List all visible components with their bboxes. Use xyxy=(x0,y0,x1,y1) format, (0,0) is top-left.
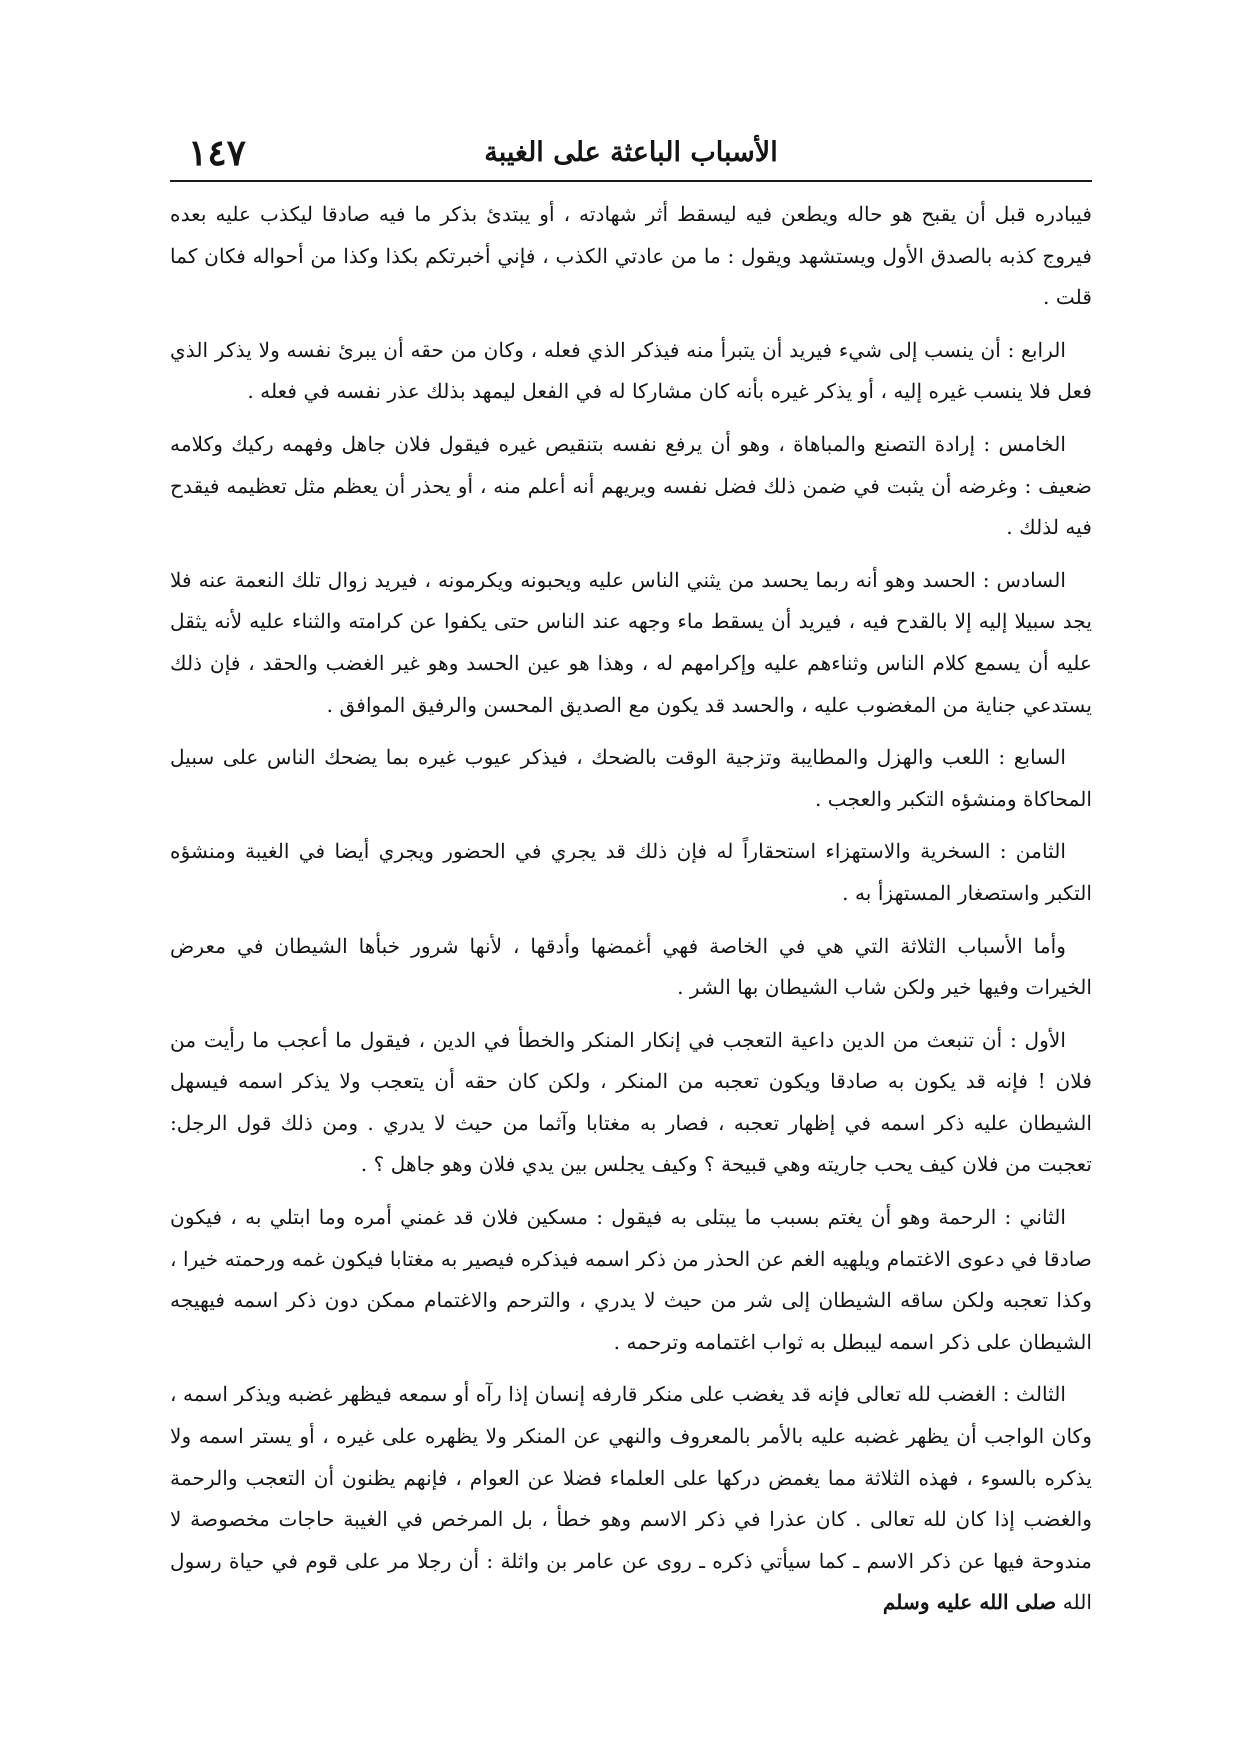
paragraph-continuation: فيبادره قبل أن يقبح هو حاله ويطعن فيه ليسقط أثر شهادته ، أو يبتدئ بذكر ما فيه صادقا ليكذب عليه بعده فيروج كذبه بالصدق الأول ويستشهد ويقول : ما من عادتي الكذب ، فإني أخبرتكم بكذا وكذا من أحواله فكان كما قلت . xyxy=(170,202,1092,310)
page-number: ١٤٧ xyxy=(188,132,247,174)
page-header xyxy=(170,128,1092,178)
book-page xyxy=(170,128,1092,1688)
paragraph-special-third-text: الثالث : الغضب لله تعالى فإنه قد يغضب على منكر قارفه إنسان إذا رآه أو سمعه فيظهر غضبه ويذكر اسمه ، وكان الواجب أن يظهر غضبه عليه بالأمر بالمعروف والنهي عن المنكر ولا يظهره على غيره ، أو يستر اسمه ولا يذكره بالسوء ، فهذه الثلاثة مما يغمض دركها على العلماء فضلا عن العوام ، فإنهم يظنون أن التعجب والرحمة والغضب إذا كان لله تعالى . كان عذرا في ذكر الاسم وهو خطأ ، بل المرخص في الغيبة حاجات مخصوصة لا مندوحة فيها عن ذكر الاسم ـ كما سيأتي ذكره ـ روى عن عامر بن واثلة : أن رجلا مر على قوم في حياة رسول الله xyxy=(170,1382,1092,1615)
paragraph-special-causes-intro: وأما الأسباب الثلاثة التي هي في الخاصة فهي أغمضها وأدقها ، لأنها شرور خبأها الشيطان في معرض الخيرات وفيها خير ولكن شاب الشيطان بها الشر . xyxy=(170,933,1092,1000)
paragraph-fifth-reason: الخامس : إرادة التصنع والمباهاة ، وهو أن يرفع نفسه بتنقيص غيره فيقول فلان جاهل وفهمه ركيك وكلامه ضعيف : وغرضه أن يثبت في ضمن ذلك فضل نفسه ويريهم أنه أعلم منه ، أو يحذر أن يعظم مثل تعظيمه فيقدح فيه لذلك . xyxy=(170,431,1092,540)
honorific-phrase: صلى الله عليه وسلم xyxy=(882,1590,1057,1615)
paragraph-seventh-reason: السابع : اللعب والهزل والمطايبة وتزجية الوقت بالضحك ، فيذكر عيوب غيره بما يضحك الناس على سبيل المحاكاة ومنشؤه التكبر والعجب . xyxy=(170,745,1092,811)
running-title: الأسباب الباعثة على الغيبة xyxy=(484,137,778,168)
paragraph-special-third xyxy=(170,1374,1092,1624)
paragraph-fourth-reason: الرابع : أن ينسب إلى شيء فيريد أن يتبرأ منه فيذكر الذي فعله ، وكان من حقه أن يبرئ نفسه ولا يذكر الذي فعل فلا ينسب غيره إليه ، أو يذكر غيره بأنه كان مشاركا له في الفعل ليمهد بذلك عذر نفسه في فعله . xyxy=(170,337,1092,404)
paragraph-eighth-reason: الثامن : السخرية والاستهزاء استحقاراً له فإن ذلك قد يجري في الحضور ويجري أيضا في الغيبة ومنشؤه التكبر واستصغار المستهزأ به . xyxy=(170,839,1092,905)
header-divider xyxy=(170,180,1092,182)
paragraph-special-second: الثاني : الرحمة وهو أن يغتم بسبب ما يبتلى به فيقول : مسكين فلان قد غمني أمره وما ابتلي به ، فيكون صادقا في دعوى الاغتمام ويلهيه الغم عن الحذر من ذكر اسمه فيذكره فيصير به مغتابا فيكون غمه ورحمته خيرا ، وكذا تعجبه ولكن ساقه الشيطان إلى شر من حيث لا يدري ، والترحم والاغتمام ممكن دون ذكر اسمه فيهيجه الشيطان على ذكر اسمه ليبطل به ثواب اغتمامه وترحمه . xyxy=(170,1205,1092,1354)
page-body xyxy=(170,194,1092,1624)
paragraph-sixth-reason: السادس : الحسد وهو أنه ربما يحسد من يثني الناس عليه ويحبونه ويكرمونه ، فيريد زوال تلك النعمة عنه فلا يجد سبيلا إليه إلا بالقدح فيه ، فيريد أن يسقط ماء وجهه عند الناس حتى يكفوا عن كرامته والثناء عليه لأنه يثقل عليه أن يسمع كلام الناس وثناءهم عليه وإكرامهم له ، وهذا هو عين الحسد وهو غير الغضب والحقد ، فإن ذلك يستدعي جناية من المغضوب عليه ، والحسد قد يكون مع الصديق المحسن والرفيق الموافق . xyxy=(170,567,1092,717)
paragraph-special-first: الأول : أن تنبعث من الدين داعية التعجب في إنكار المنكر والخطأ في الدين ، فيقول ما أعجب ما رأيت من فلان ! فإنه قد يكون به صادقا ويكون تعجبه من المنكر ، ولكن كان حقه أن يتعجب ولا يذكر اسمه فيسهل الشيطان عليه ذكر اسمه في إظهار تعجبه ، فصار به مغتابا وآثما من حيث لا يدري . ومن ذلك قول الرجل: تعجبت من فلان كيف يحب جاريته وهي قبيحة ؟ وكيف يجلس بين يدي فلان وهو جاهل ؟ . xyxy=(170,1027,1092,1177)
